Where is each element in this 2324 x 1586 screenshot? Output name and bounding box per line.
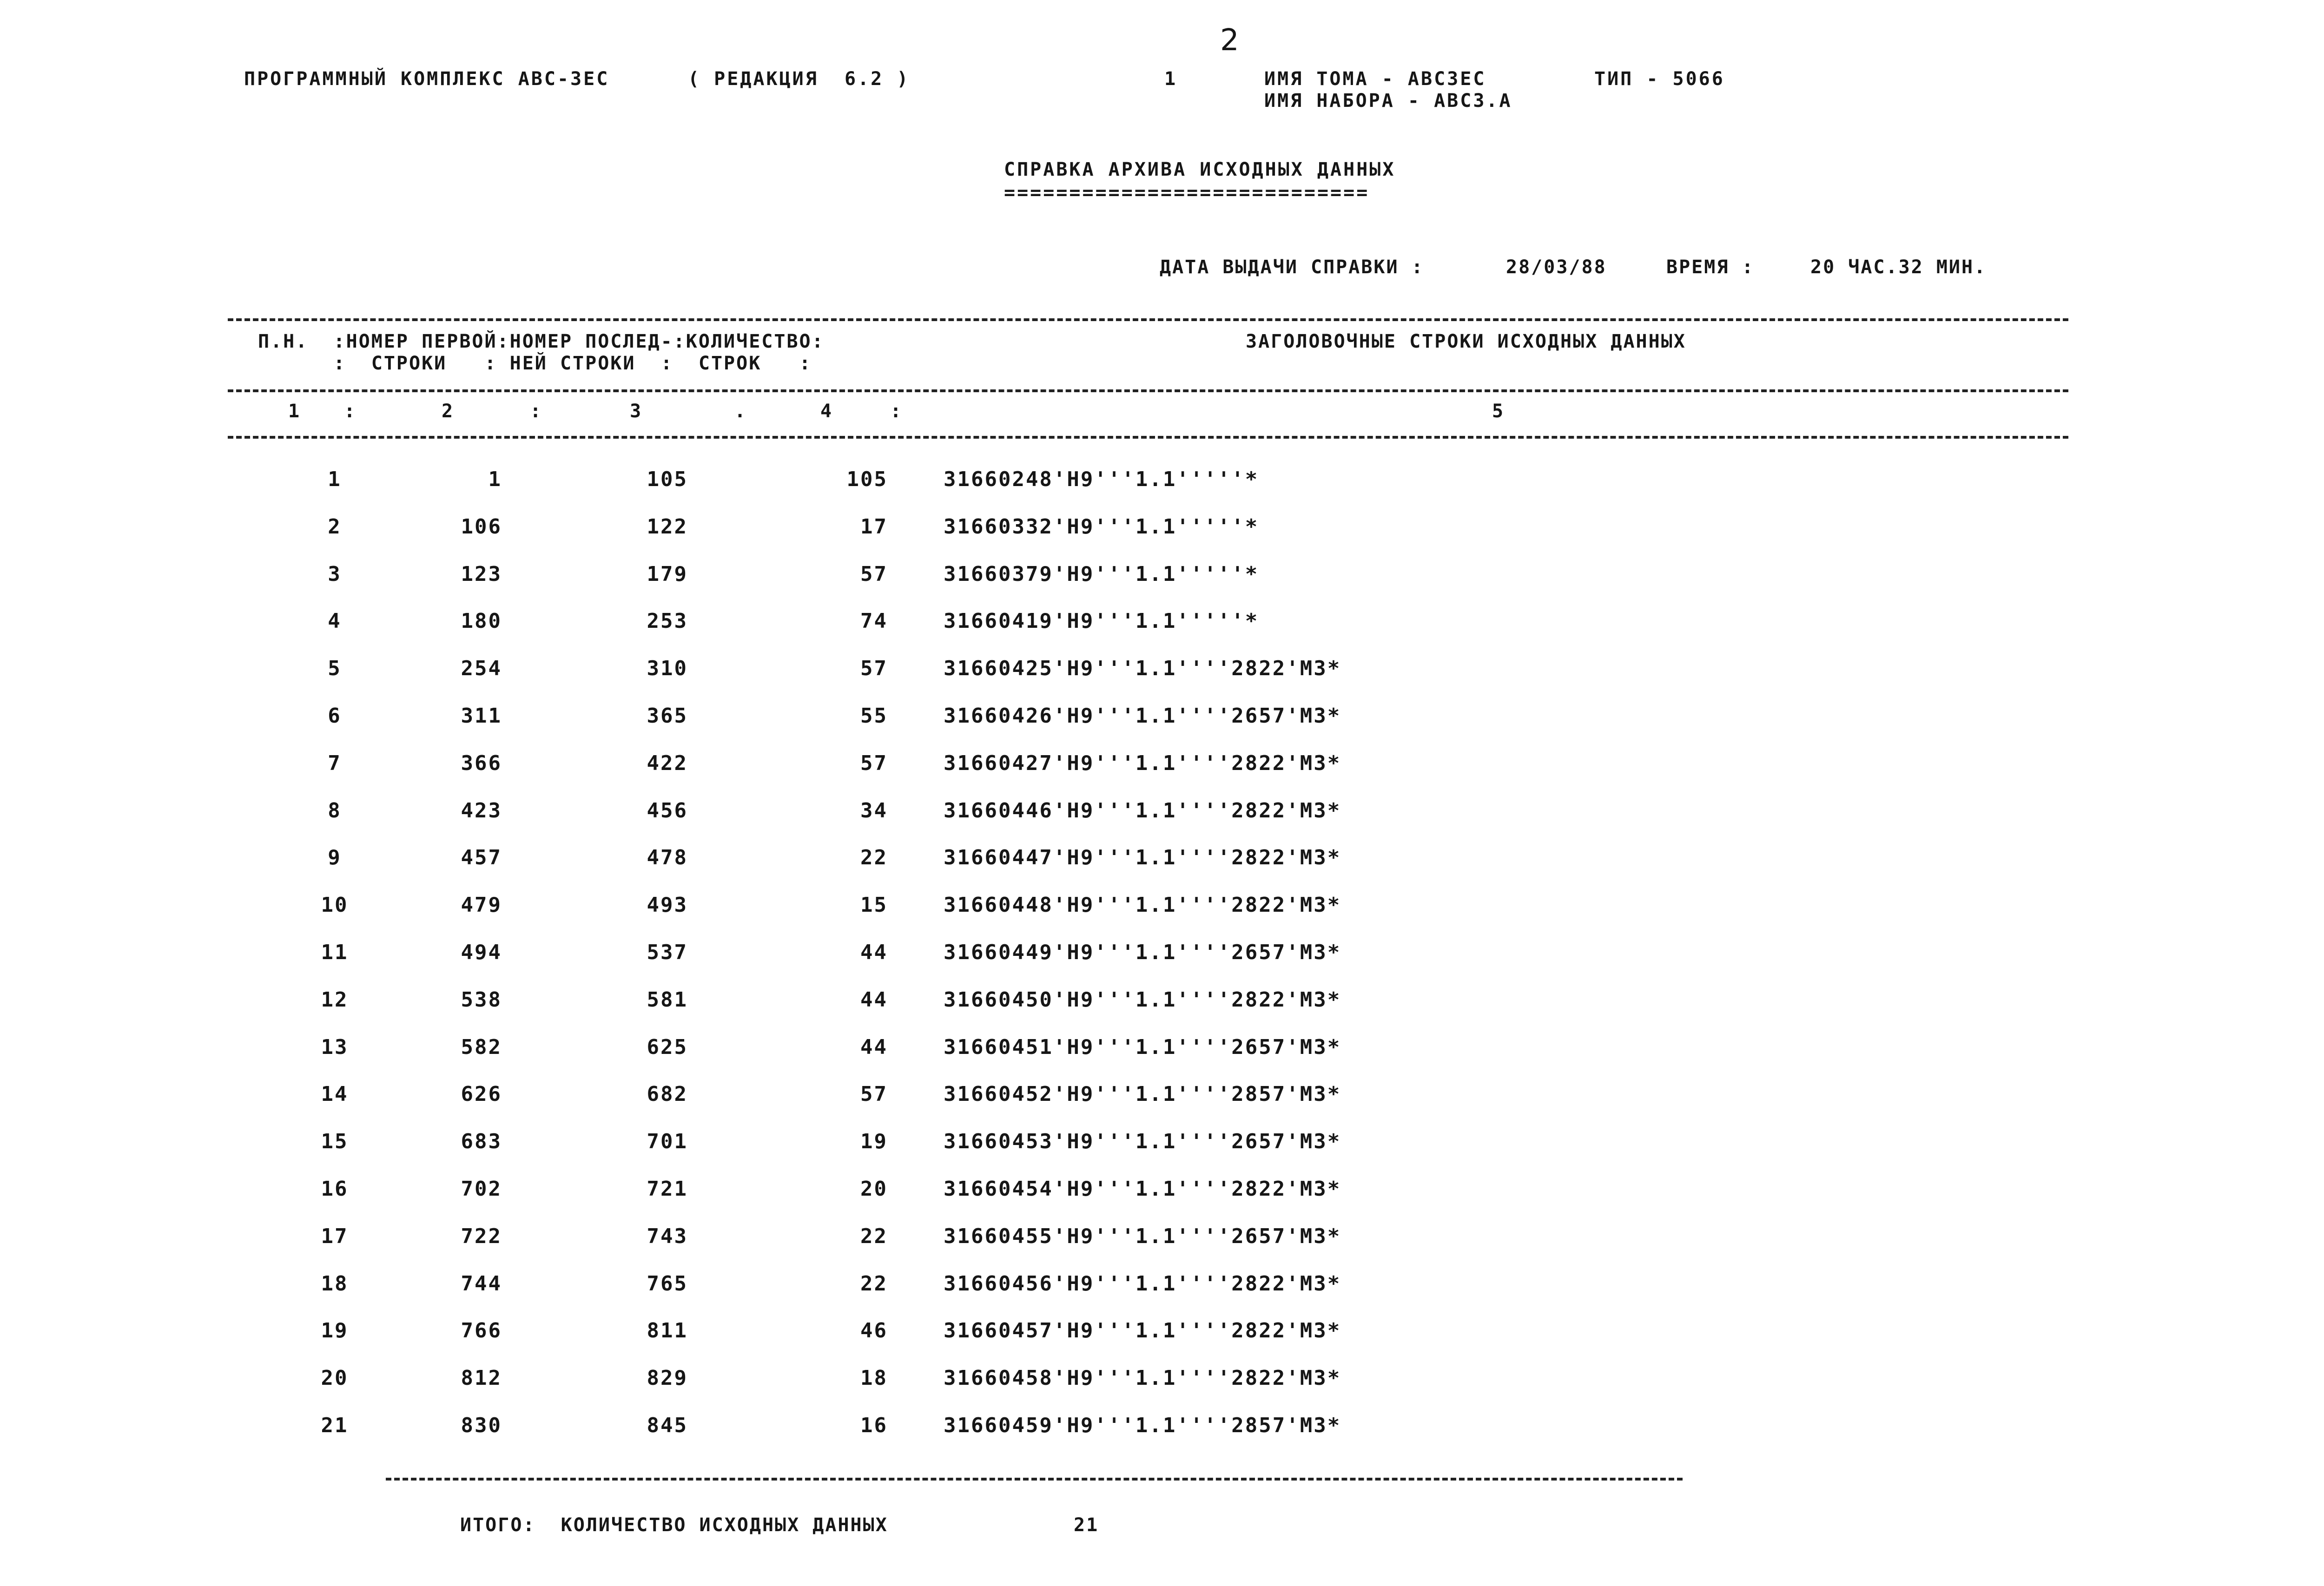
cell-title-string: 31660332'Н9'''1.1'''''* xyxy=(944,515,1259,539)
cell-title-string: 31660449'Н9'''1.1''''2657'М3* xyxy=(944,941,1341,964)
cell-last-line: 581 xyxy=(647,988,688,1012)
cell-count: 16 xyxy=(860,1414,888,1437)
table-header-line1: П.Н. :НОМЕР ПЕРВОЙ:НОМЕР ПОСЛЕД-:КОЛИЧЕСТВО: xyxy=(258,331,825,352)
table-top-rule xyxy=(228,318,2068,321)
cell-title-string: 31660248'Н9'''1.1'''''* xyxy=(944,467,1259,491)
cell-last-line: 310 xyxy=(647,657,688,680)
cell-last-line: 765 xyxy=(647,1272,688,1296)
cell-title-string: 31660447'Н9'''1.1''''2822'М3* xyxy=(944,846,1341,869)
cell-count: 105 xyxy=(846,467,888,491)
cell-title-string: 31660450'Н9'''1.1''''2822'М3* xyxy=(944,988,1341,1012)
cell-title-string: 31660425'Н9'''1.1''''2822'М3* xyxy=(944,657,1341,680)
cell-last-line: 105 xyxy=(647,467,688,491)
cell-pn: 13 xyxy=(321,1035,349,1059)
colnum-sep-3: . xyxy=(734,401,747,422)
cell-count: 57 xyxy=(860,1082,888,1106)
type-label: ТИП - 5066 xyxy=(1594,68,1725,90)
cell-first-line: 626 xyxy=(461,1082,502,1106)
cell-last-line: 682 xyxy=(647,1082,688,1106)
cell-last-line: 537 xyxy=(647,941,688,964)
cell-first-line: 106 xyxy=(461,515,502,539)
cell-count: 46 xyxy=(860,1319,888,1343)
cell-count: 57 xyxy=(860,751,888,775)
cell-title-string: 31660459'Н9'''1.1''''2857'М3* xyxy=(944,1414,1341,1437)
cell-first-line: 123 xyxy=(461,562,502,586)
cell-pn: 7 xyxy=(328,751,342,775)
colnum-5: 5 xyxy=(1492,401,1505,422)
cell-count: 15 xyxy=(860,893,888,917)
cell-first-line: 582 xyxy=(461,1035,502,1059)
colnum-sep-2: : xyxy=(530,401,543,422)
cell-pn: 3 xyxy=(328,562,342,586)
cell-title-string: 31660453'Н9'''1.1''''2657'М3* xyxy=(944,1130,1341,1153)
cell-pn: 10 xyxy=(321,893,349,917)
colnum-4: 4 xyxy=(820,401,833,422)
cell-first-line: 744 xyxy=(461,1272,502,1296)
cell-count: 18 xyxy=(860,1366,888,1390)
cell-last-line: 122 xyxy=(647,515,688,539)
cell-first-line: 180 xyxy=(461,609,502,633)
tom-name: ИМЯ ТОМА - АВС3ЕС xyxy=(1264,68,1486,90)
cell-last-line: 422 xyxy=(647,751,688,775)
page-mark: 2 xyxy=(1220,23,1239,58)
cell-last-line: 701 xyxy=(647,1130,688,1153)
cell-last-line: 743 xyxy=(647,1224,688,1248)
cell-title-string: 31660456'Н9'''1.1''''2822'М3* xyxy=(944,1272,1341,1296)
cell-title-string: 31660455'Н9'''1.1''''2657'М3* xyxy=(944,1224,1341,1248)
cell-last-line: 478 xyxy=(647,846,688,869)
cell-last-line: 625 xyxy=(647,1035,688,1059)
cell-first-line: 683 xyxy=(461,1130,502,1153)
colnum-2: 2 xyxy=(442,401,455,422)
issue-date-value: 28/03/88 xyxy=(1506,257,1607,278)
table-bottom-rule xyxy=(386,1478,1683,1481)
total-value: 21 xyxy=(1074,1514,1099,1536)
cell-last-line: 721 xyxy=(647,1177,688,1201)
cell-title-string: 31660457'Н9'''1.1''''2822'М3* xyxy=(944,1319,1341,1343)
issue-time-label: ВРЕМЯ : xyxy=(1666,257,1755,278)
cell-first-line: 479 xyxy=(461,893,502,917)
cell-last-line: 456 xyxy=(647,799,688,823)
issue-date-label: ДАТА ВЫДАЧИ СПРАВКИ : xyxy=(1160,257,1424,278)
cell-first-line: 423 xyxy=(461,799,502,823)
cell-pn: 9 xyxy=(328,846,342,869)
cell-first-line: 812 xyxy=(461,1366,502,1390)
cell-title-string: 31660451'Н9'''1.1''''2657'М3* xyxy=(944,1035,1341,1059)
cell-pn: 19 xyxy=(321,1319,349,1343)
cell-pn: 2 xyxy=(328,515,342,539)
cell-title-string: 31660426'Н9'''1.1''''2657'М3* xyxy=(944,704,1341,728)
cell-first-line: 457 xyxy=(461,846,502,869)
cell-pn: 12 xyxy=(321,988,349,1012)
cell-first-line: 1 xyxy=(488,467,502,491)
cell-last-line: 811 xyxy=(647,1319,688,1343)
cell-count: 44 xyxy=(860,988,888,1012)
table-header-col5: ЗАГОЛОВОЧНЫЕ СТРОКИ ИСХОДНЫХ ДАННЫХ xyxy=(1246,331,1686,352)
cell-last-line: 179 xyxy=(647,562,688,586)
cell-pn: 21 xyxy=(321,1414,349,1437)
cell-first-line: 722 xyxy=(461,1224,502,1248)
cell-pn: 16 xyxy=(321,1177,349,1201)
issue-time-value: 20 ЧАС.32 МИН. xyxy=(1810,257,1987,278)
set-name: ИМЯ НАБОРА - АВС3.А xyxy=(1264,90,1512,112)
cell-pn: 1 xyxy=(328,467,342,491)
cell-count: 19 xyxy=(860,1130,888,1153)
cell-last-line: 253 xyxy=(647,609,688,633)
colnum-sep-4: : xyxy=(890,401,903,422)
cell-first-line: 702 xyxy=(461,1177,502,1201)
cell-title-string: 31660379'Н9'''1.1'''''* xyxy=(944,562,1259,586)
cell-count: 57 xyxy=(860,562,888,586)
cell-first-line: 538 xyxy=(461,988,502,1012)
cell-count: 57 xyxy=(860,657,888,680)
total-label: ИТОГО: КОЛИЧЕСТВО ИСХОДНЫХ ДАННЫХ xyxy=(460,1514,888,1536)
cell-title-string: 31660448'Н9'''1.1''''2822'М3* xyxy=(944,893,1341,917)
cell-pn: 18 xyxy=(321,1272,349,1296)
cell-title-string: 31660427'Н9'''1.1''''2822'М3* xyxy=(944,751,1341,775)
colnum-sep-1: : xyxy=(344,401,357,422)
cell-pn: 14 xyxy=(321,1082,349,1106)
title-underline: ============================ xyxy=(1004,182,1370,204)
cell-count: 55 xyxy=(860,704,888,728)
page-title: СПРАВКА АРХИВА ИСХОДНЫХ ДАННЫХ xyxy=(1004,159,1396,180)
cell-count: 20 xyxy=(860,1177,888,1201)
program-name: ПРОГРАММНЫЙ КОМПЛЕКС АВС-3ЕС xyxy=(244,68,610,90)
cell-count: 44 xyxy=(860,941,888,964)
cell-title-string: 31660419'Н9'''1.1'''''* xyxy=(944,609,1259,633)
cell-pn: 4 xyxy=(328,609,342,633)
cell-last-line: 829 xyxy=(647,1366,688,1390)
cell-count: 22 xyxy=(860,1272,888,1296)
cell-count: 74 xyxy=(860,609,888,633)
cell-count: 22 xyxy=(860,846,888,869)
cell-pn: 11 xyxy=(321,941,349,964)
cell-pn: 17 xyxy=(321,1224,349,1248)
cell-pn: 5 xyxy=(328,657,342,680)
colnum-1: 1 xyxy=(288,401,301,422)
table-header-bottom-rule xyxy=(228,436,2068,439)
cell-first-line: 494 xyxy=(461,941,502,964)
cell-count: 34 xyxy=(860,799,888,823)
cell-count: 17 xyxy=(860,515,888,539)
cell-last-line: 493 xyxy=(647,893,688,917)
cell-count: 44 xyxy=(860,1035,888,1059)
cell-first-line: 766 xyxy=(461,1319,502,1343)
cell-title-string: 31660454'Н9'''1.1''''2822'М3* xyxy=(944,1177,1341,1201)
table-mid-rule xyxy=(228,389,2068,392)
cell-last-line: 845 xyxy=(647,1414,688,1437)
page-number: 1 xyxy=(1164,68,1178,90)
cell-last-line: 365 xyxy=(647,704,688,728)
colnum-3: 3 xyxy=(630,401,643,422)
edition-label: ( РЕДАКЦИЯ 6.2 ) xyxy=(688,68,910,90)
cell-pn: 8 xyxy=(328,799,342,823)
table-header-line2: : СТРОКИ : НЕЙ СТРОКИ : СТРОК : xyxy=(258,353,812,374)
cell-first-line: 830 xyxy=(461,1414,502,1437)
cell-pn: 15 xyxy=(321,1130,349,1153)
cell-title-string: 31660446'Н9'''1.1''''2822'М3* xyxy=(944,799,1341,823)
cell-first-line: 311 xyxy=(461,704,502,728)
cell-count: 22 xyxy=(860,1224,888,1248)
cell-title-string: 31660458'Н9'''1.1''''2822'М3* xyxy=(944,1366,1341,1390)
cell-title-string: 31660452'Н9'''1.1''''2857'М3* xyxy=(944,1082,1341,1106)
cell-pn: 6 xyxy=(328,704,342,728)
cell-first-line: 366 xyxy=(461,751,502,775)
cell-first-line: 254 xyxy=(461,657,502,680)
cell-pn: 20 xyxy=(321,1366,349,1390)
